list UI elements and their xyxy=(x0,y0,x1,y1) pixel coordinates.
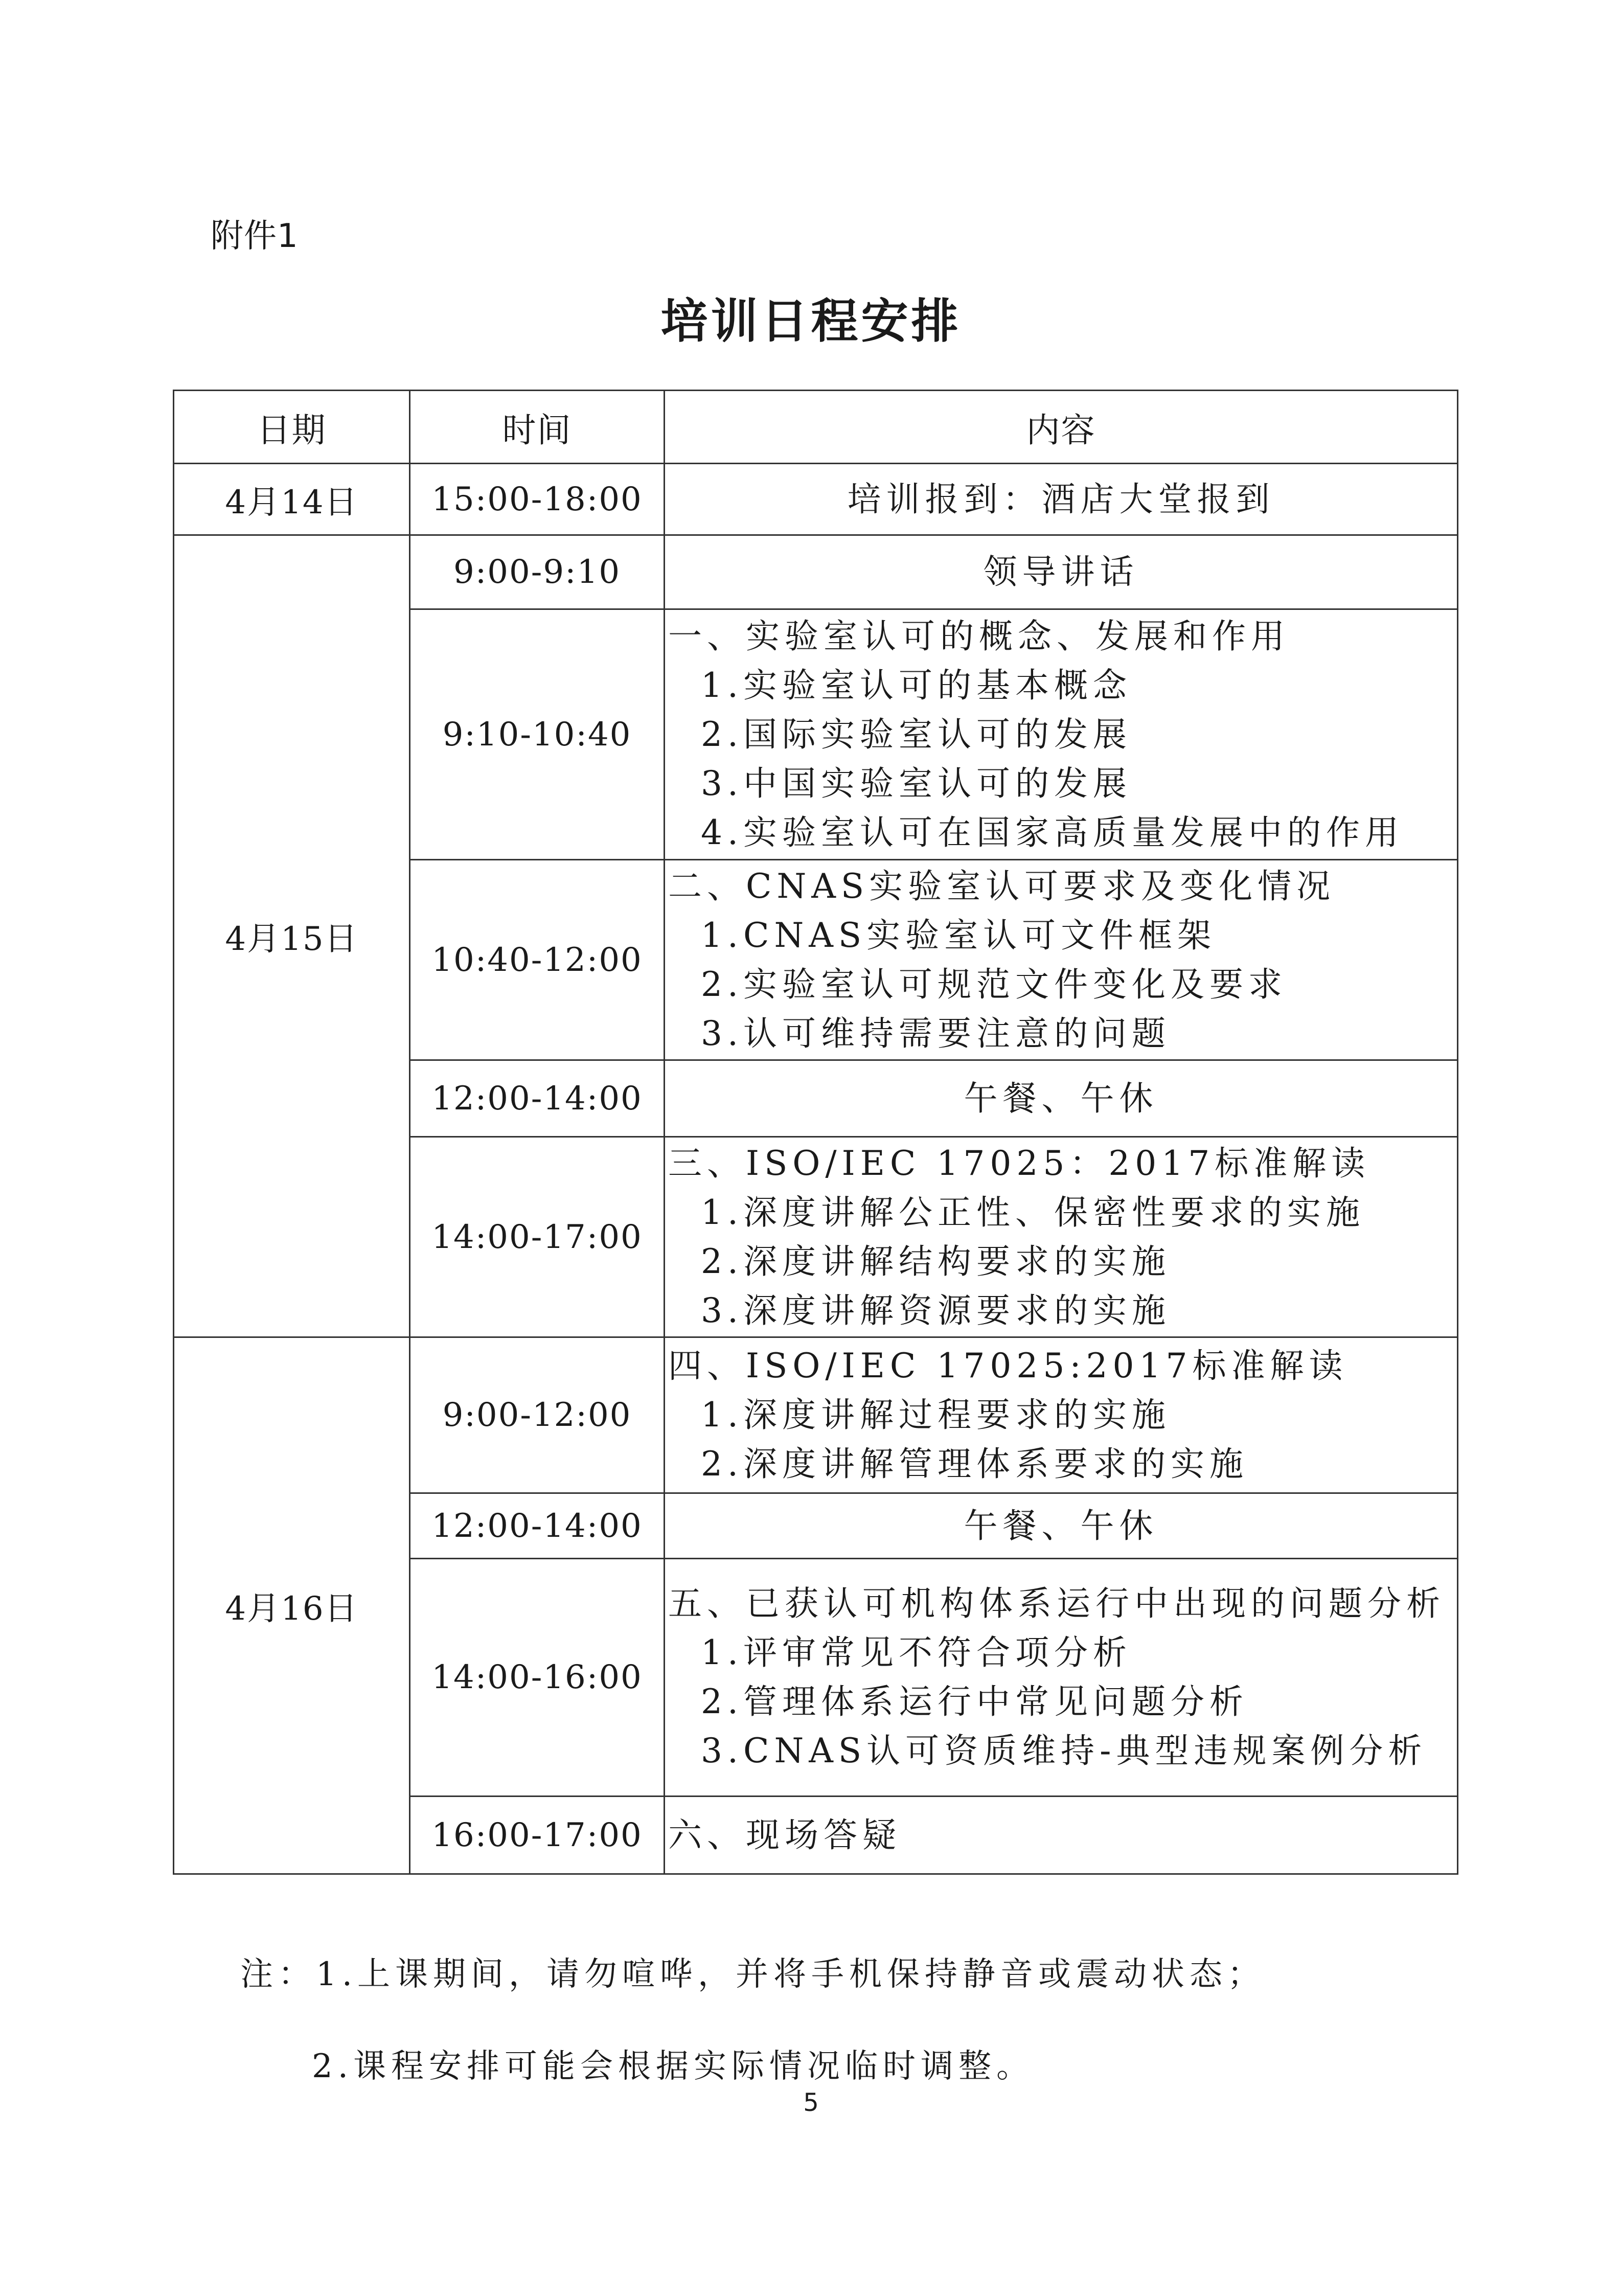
date-cell: 4月15日 xyxy=(174,535,410,1337)
content-cell xyxy=(665,1797,1458,1874)
note-line-1: 注：1.上课期间，请勿喧哗，并将手机保持静音或震动状态； xyxy=(240,1956,1266,1993)
note-line-2: 2.课程安排可能会根据实际情况临时调整。 xyxy=(312,2048,1035,2085)
time-cell: 9:00-12:00 xyxy=(410,1337,665,1493)
header-date: 日期 xyxy=(174,391,410,464)
time-cell: 12:00-14:00 xyxy=(410,1060,665,1137)
page-number: 5 xyxy=(803,2088,819,2117)
content-cell xyxy=(665,1493,1458,1559)
time-cell: 9:00-9:10 xyxy=(410,535,665,609)
time-cell: 14:00-17:00 xyxy=(410,1137,665,1337)
attachment-label: 附件1 xyxy=(211,217,299,255)
content-line: 培训报到：酒店大堂报到 xyxy=(847,479,1275,519)
content-line: 2.国际实验室认可的发展 xyxy=(701,714,1132,754)
table-row xyxy=(174,535,1458,609)
time-cell: 12:00-14:00 xyxy=(410,1493,665,1559)
content-line: 四、ISO/IEC 17025:2017标准解读 xyxy=(668,1346,1348,1385)
time-cell: 16:00-17:00 xyxy=(410,1797,665,1874)
time-cell: 9:10-10:40 xyxy=(410,609,665,860)
content-line: 一、实验室认可的概念、发展和作用 xyxy=(668,616,1290,656)
content-cell xyxy=(665,1137,1458,1337)
content-line: 领导讲话 xyxy=(983,552,1139,592)
content-line: 2.深度讲解管理体系要求的实施 xyxy=(701,1444,1248,1484)
content-line: 1.评审常见不符合项分析 xyxy=(701,1633,1132,1672)
content-line: 三、ISO/IEC 17025：2017标准解读 xyxy=(668,1143,1370,1183)
content-line: 午餐、午休 xyxy=(964,1078,1158,1118)
content-line: 五、已获认可机构体系运行中出现的问题分析 xyxy=(668,1584,1445,1623)
notes xyxy=(240,1948,1266,2085)
content-line: 3.认可维持需要注意的问题 xyxy=(701,1013,1171,1053)
content-line: 午餐、午休 xyxy=(964,1506,1158,1545)
header-content: 内容 xyxy=(665,391,1458,464)
content-cell xyxy=(665,1559,1458,1797)
content-cell xyxy=(665,535,1458,609)
time-cell: 10:40-12:00 xyxy=(410,860,665,1060)
table-row xyxy=(174,1337,1458,1493)
content-line: 2.实验室认可规范文件变化及要求 xyxy=(701,964,1287,1004)
date-cell: 4月14日 xyxy=(174,464,410,535)
content-line: 2.深度讲解结构要求的实施 xyxy=(701,1241,1171,1281)
time-cell: 15:00-18:00 xyxy=(410,464,665,535)
content-line: 二、CNAS实验室认可要求及变化情况 xyxy=(668,866,1336,906)
content-cell xyxy=(665,1060,1458,1137)
content-cell xyxy=(665,860,1458,1060)
content-cell xyxy=(665,1337,1458,1493)
content-line: 1.实验室认可的基本概念 xyxy=(701,665,1132,705)
page-title: 培训日程安排 xyxy=(660,294,962,349)
content-line: 1.CNAS实验室认可文件框架 xyxy=(701,915,1217,955)
content-line: 3.深度讲解资源要求的实施 xyxy=(701,1290,1171,1330)
table-header-row xyxy=(174,391,1458,464)
content-line: 1.深度讲解过程要求的实施 xyxy=(701,1395,1171,1435)
content-line: 4.实验室认可在国家高质量发展中的作用 xyxy=(701,812,1404,852)
table-row xyxy=(174,464,1458,535)
content-line: 3.中国实验室认可的发展 xyxy=(701,763,1132,803)
content-line: 六、现场答疑 xyxy=(668,1815,901,1855)
content-line: 1.深度讲解公正性、保密性要求的实施 xyxy=(701,1192,1365,1232)
header-time: 时间 xyxy=(410,391,665,464)
time-cell: 14:00-16:00 xyxy=(410,1559,665,1797)
date-cell: 4月16日 xyxy=(174,1337,410,1874)
content-line: 3.CNAS认可资质维持-典型违规案例分析 xyxy=(701,1731,1427,1770)
content-cell xyxy=(665,464,1458,535)
schedule-table xyxy=(173,390,1458,1875)
content-cell xyxy=(665,609,1458,860)
content-line: 2.管理体系运行中常见问题分析 xyxy=(701,1682,1248,1721)
